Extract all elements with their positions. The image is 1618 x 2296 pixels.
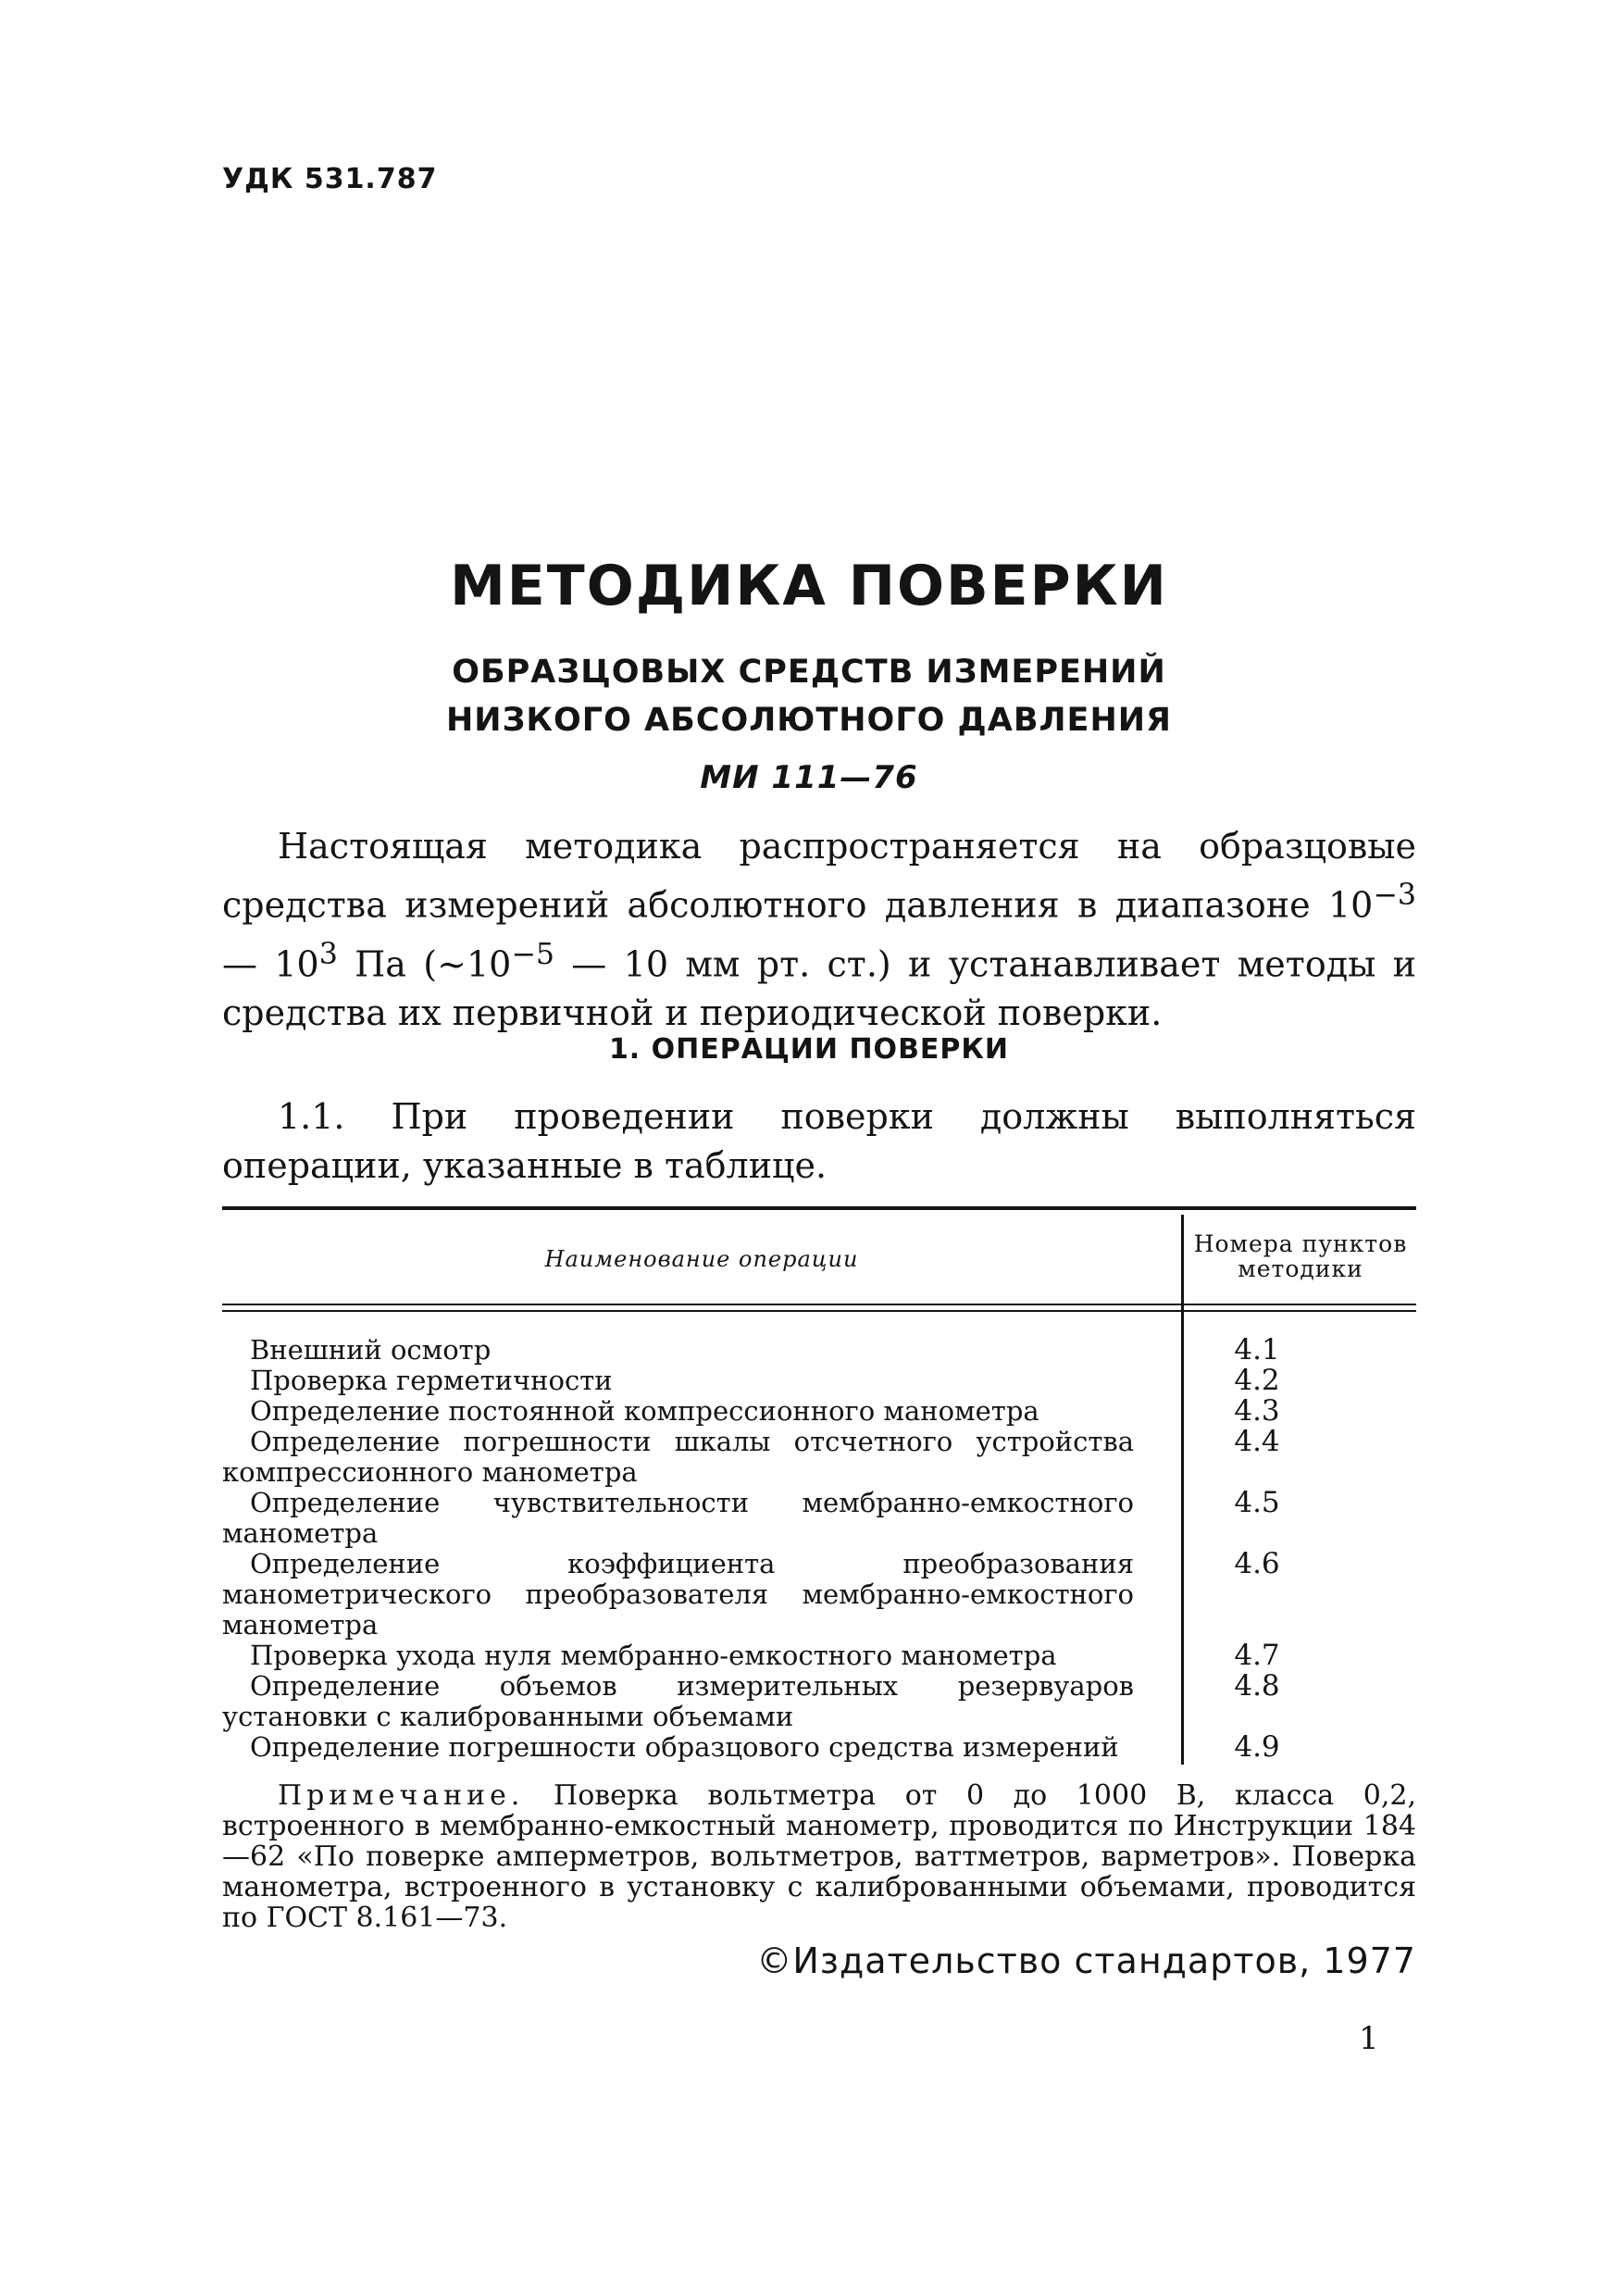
operation-name: Определение объемов измерительных резервуаров установки с калиброванными объемами — [222, 1670, 1134, 1732]
item-number: 4.9 — [1234, 1730, 1280, 1764]
intro-paragraph — [222, 822, 1416, 1038]
copyright-line: ©Издательство стандартов, 1977 — [756, 1940, 1416, 1981]
intro-exponent-2: 3 — [318, 937, 338, 971]
note-label: Примечание. — [278, 1779, 525, 1812]
table-row — [222, 1671, 1416, 1732]
column-header-operation: Наименование операции — [544, 1246, 859, 1272]
operation-name: Проверка ухода нуля мембранно-емкостного манометра — [250, 1640, 1057, 1671]
paragraph-1-1: 1.1. При проведении поверки должны выполняться операции, указанные в таблице. — [222, 1096, 1416, 1186]
subtitle-line-2: НИЗКОГО АБСОЛЮТНОГО ДАВЛЕНИЯ — [445, 702, 1173, 739]
document-number: МИ 111—76 — [700, 759, 918, 796]
item-number: 4.1 — [1234, 1333, 1280, 1366]
item-number: 4.4 — [1234, 1425, 1280, 1458]
page-number: 1 — [1359, 2020, 1379, 2057]
intro-exponent-1: −3 — [1373, 879, 1416, 912]
table-row — [222, 1366, 1416, 1396]
section-1-heading: 1. ОПЕРАЦИИ ПОВЕРКИ — [608, 1033, 1010, 1066]
item-number: 4.8 — [1234, 1669, 1280, 1703]
column-header-item-numbers-line-1: Номера пунктов — [1193, 1230, 1408, 1257]
item-number: 4.2 — [1234, 1364, 1280, 1397]
intro-text-3: Па (~10 — [337, 943, 512, 985]
operation-name: Определение постоянной компрессионного манометра — [250, 1395, 1039, 1427]
table-row — [222, 1427, 1416, 1488]
table-note — [222, 1780, 1416, 1933]
table-top-rule — [222, 1206, 1416, 1210]
column-header-item-numbers-line-2: методики — [1238, 1255, 1363, 1282]
intro-exponent-3: −5 — [511, 937, 554, 971]
operation-name: Определение погрешности шкалы отсчетного устройства компрессионного манометра — [222, 1426, 1134, 1488]
header-rule-2 — [222, 1310, 1416, 1312]
item-number: 4.6 — [1234, 1547, 1280, 1580]
header-rule-1 — [222, 1304, 1416, 1305]
table-row — [222, 1335, 1416, 1366]
operation-name: Проверка герметичности — [250, 1365, 613, 1396]
table-row — [222, 1488, 1416, 1549]
note-text: Поверка вольтметра от 0 до 1000 В, класса 0,2, встроенного в мембранно-емкостный манометр, проводится по Инструкции 184—62 «По поверке амперметров, вольтметров, ваттметров, варметров». Поверка манометра, встроенного в установку с калиброванными объемами, проводится по ГОСТ 8.161—73. — [222, 1779, 1416, 1934]
table-row — [222, 1732, 1416, 1763]
operation-name: Определение погрешности образцового средства измерений — [250, 1731, 1119, 1763]
item-number: 4.7 — [1234, 1639, 1280, 1672]
operation-name: Внешний осмотр — [250, 1334, 492, 1366]
intro-text-2: — 10 — [222, 943, 319, 985]
table-row — [222, 1396, 1416, 1427]
operation-name: Определение чувствительности мембранно-емкостного манометра — [222, 1487, 1134, 1549]
table-body — [222, 1335, 1416, 1763]
subtitle-line-1: ОБРАЗЦОВЫХ СРЕДСТВ ИЗМЕРЕНИЙ — [452, 654, 1166, 691]
udk-code: УДК 531.787 — [222, 163, 438, 195]
table-row — [222, 1641, 1416, 1671]
intro-text-4: — 10 мм рт. ст.) и устанавливает методы и средства их первичной и периодической поверки. — [222, 943, 1416, 1034]
document-title: МЕТОДИКА ПОВЕРКИ — [450, 554, 1168, 618]
operation-name: Определение коэффициента преобразования манометрического преобразователя мембранно-емкостного манометра — [222, 1548, 1134, 1641]
column-header-item-numbers — [1185, 1231, 1416, 1281]
item-number: 4.5 — [1234, 1486, 1280, 1519]
table-row — [222, 1549, 1416, 1641]
item-number: 4.3 — [1234, 1394, 1280, 1428]
intro-text-1: Настоящая методика распространяется на образцовые средства измерений абсолютного давления в диапазоне 10 — [222, 826, 1416, 926]
